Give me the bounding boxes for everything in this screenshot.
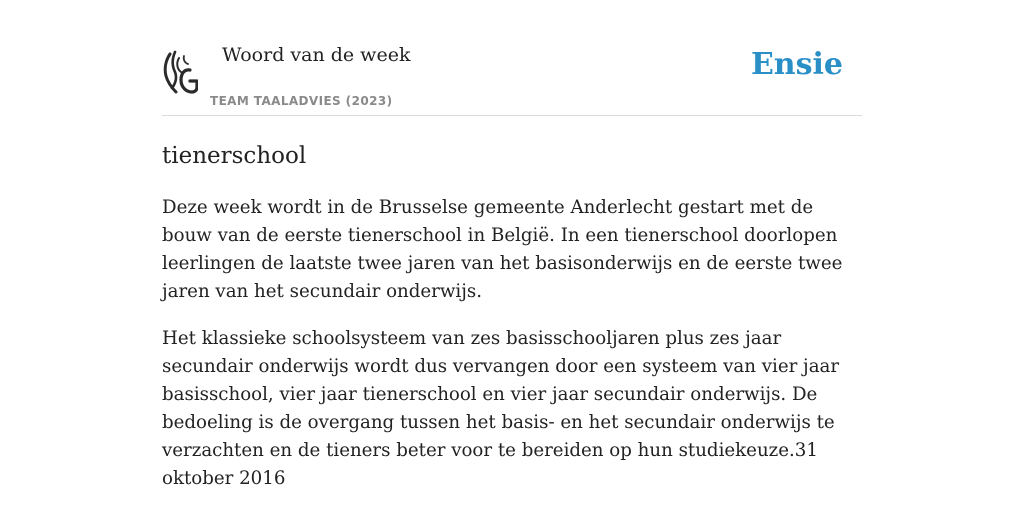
flemish-lion-logo-icon bbox=[162, 50, 198, 94]
headword-title: tienerschool bbox=[162, 143, 307, 169]
entry-paragraph-2-text: Het klassieke schoolsysteem van zes basisschooljaren plus zes jaar secundair onderwijs wordt dus vervangen door een systeem van vier jaar basisschool, vier jaar tienerschool en vier jaar secundair onderwijs. De bedoeling is de overgang tussen het basis- en het secundair onderwijs te verzachten en de tieners beter voor te bereiden op hun studiekeuze. bbox=[162, 328, 840, 461]
entry-date: 31 oktober 2016 bbox=[162, 440, 818, 489]
entry-header bbox=[162, 0, 862, 116]
author-byline: TEAM TAALADVIES (2023) bbox=[210, 94, 393, 108]
entry-paragraph-2 bbox=[162, 325, 862, 493]
entry-paragraph-1: Deze week wordt in de Brusselse gemeente Anderlecht gestart met de bouw van de eerste tienerschool in België. In een tienerschool doorlopen leerlingen de laatste twee jaren van het basisonderwijs en de eerste twee jaren van het secundair onderwijs. bbox=[162, 197, 843, 302]
brand-logo-text[interactable]: Ensie bbox=[750, 47, 843, 82]
entry-card bbox=[162, 0, 862, 493]
series-title: Woord van de week bbox=[222, 44, 411, 66]
